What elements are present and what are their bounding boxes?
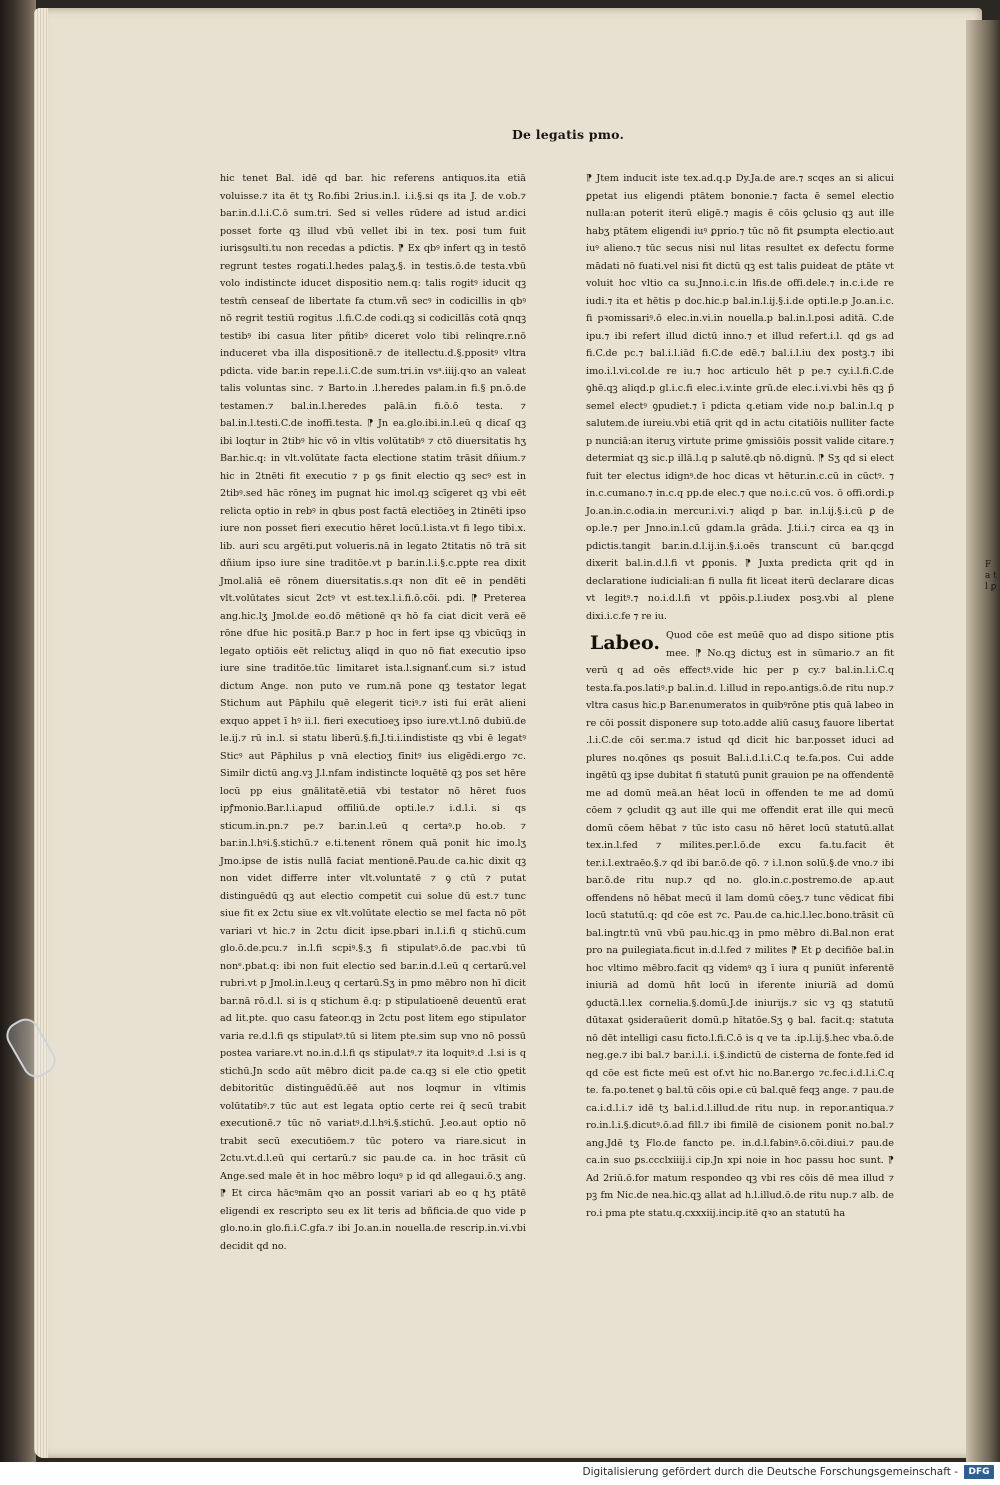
book-spine-edge	[0, 0, 36, 1462]
running-head: De legatis pmo.	[512, 127, 625, 142]
left-column-text: hic tenet Bal. idē qd bar. hic referens antiquos.ita etiā voluisse.⁊ ita ēt tʒ Ro.fibi 2rius.in.l. i.i.§.si qs ita J. de v.ob.⁊ bar.in.d.l.i.C.ō sum.tri. Sed si velles rūdere ad istud ar.dici posset forte qꝫ illud vbū vellet ibi in tex. posi tum fuit iurisꝯsulti.tu non recedas a pdictis. ⁋ Ex qbꝰ infert qꝫ in testō regrunt testes rogati.l.hedes palaʒ.§. in testis.ō.de testa.vbū volo indistincte iducet dispositio nem.q: talis rogitꝰ iducit qꝫ testm̄ censeaſ de libertate fa ctum.vñ secꝰ in codicillis in qbꝰ nō regrit testiū rogitus .l.fi.C.de codi.qꝫ si codicillās cotā qnqꝫ testibꝰ ibi casua liter pñtibꝰ diceret volo tibi relinqre.r.nō induceret vba illa dispositionē.⁊ de itellectu.d.§.ppositꝰ vltra pdicta. vide bar.in repe.l.i.C.de sum.tri.in vsᵃ.iiij.qꝛo an valeat talis voluntas sinc. ⁊ Barto.in .l.heredes palam.in fi.§ pn.ō.de testamen.⁊ bal.in.l.heredes palā.in fi.ō.ō testa. ⁊ bal.in.l.testi.C.de inoffi.testa. ⁋ Jn ea.glo.ibi.in.l.eū q dicaſ qꝫ ibi loqtur in 2tibꝰ hic vō in vltis volūtatibꝰ ⁊ ctō diuersitatis hʒ Bar.hic.q: in vlt.volūtate facta electione statim trāsit dñium.⁊ hic in 2tnēti fit executio ⁊ p ꝯs finit electio qꝫ secꝰ est in 2tibꝰ.sed hāc rōneʒ im pugnat hic imol.qꝫ scīgeret qꝫ vbi eēt relicta optio in rebꝰ in qbus post factā electiōeʒ in 2tinēti ipso iure non posset fieri executio hēret locū.l.ista.vt fi lego tibi.x. lib. auri scu argēti.put volueris.nā in legato 2titatis nō trā sit dñium ipso iure sine traditōe.vt p bar.in.l.i.§.c.ppte rea dixit Jmol.aliā eē rōnem diuersitatis.s.qꝛ non dīt eē in pendēti vlt.volūtates sicut 2ctꝰ vt est.tex.l.i.fi.ō.cōi. pdi. ⁋ Preterea ang.hic.lʒ Jmol.de eo.dō mētionē qꝛ hō fa ciat dicit verā eē rōne dfue hic positā.p Bar.⁊ p hoc in fert ipse qꝫ vbicūqꝫ in legato optiōis eēt relictuʒ aliqd in quo nō fiat executio ipso iure sine traditōe.tūc limitaret ista.l.signanť.cum si.⁊ istud dictum Ange. non puto ve rum.nā pone qꝫ testator legat Stichum aut Pāphilu quē elegerit ticiꝰ.⁊ isti fui erāt alieni exquo appet ī hꝰ ii.l. fieri executioeʒ ipso iure.vt.l.nō dubiū.de le.ij.⁊ rū in.l. si statu liberū.§.fi.J.ti.i.indististe qꝫ vbi ē legatꝰ Sticꝰ aut Pāphilus p vnā electioʒ fīnitꝰ ius eligēdi.ergo ⁊c. Similr dictū ang.vꝫ J.l.nfam indistincte loquētē qꝫ pos set hēre locū pp eius gnālitatē.etiā vbi testator nō hēret fuos ipꝭmonio.Bar.l.i.apud offiliū.de opti.le.⁊ i.d.l.i. si qs sticum.in.pn.⁊ pe.⁊ bar.in.l.eū q certaꝰ.p ho.ob. ⁊ bar.in.l.hꝰi.§.stichū.⁊ e.ti.tenent rōnem quā ponit hic imo.lʒ Jmo.ipse de istis nullā faciat mentionē.Pau.de ca.hic dixit qꝫ non videt differre inter vlt.voluntatē ⁊ ꝯ ctū ⁊ putat distinguēdū qꝫ aut electio competit cui solue dū est.⁊ tunc siue fit ex 2ctu siue ex vlt.volūtate electio se mel facta nō pōt variari vt hic.⁊ in 2ctu dicit ipse.pbari in.l.i.fi q stichū.cum glo.ō.de.pcu.⁊ in.l.fi scpiꝰ.§.ʒ fi stipulatꝰ.ō.de pac.vbi tū nonᵉ.pbat.q: ibi non fuit electio sed bar.in.d.l.eū q certarū.vel rubri.vt p Jmol.in.l.euʒ q certarū.Sʒ in pmo mēbro non hī dicit bar.nā rō.d.l. si is q stichum ē.q: p stipulatioenē deuentū erat ad lit.pte. quo casu fateor.qꝫ in 2ctu post litem ego stipulator varia re.d.l.fi qs stipulatꝰ.tū si litem pte.sim sup vno nō possū postea variare.vt no.in.d.l.fi qs stipulatꝰ.⁊ ita loquitꝰ.d .l.si is q stichū.Jn scdo aūt mēbro dicit pa.de ca.qꝫ si ele ctio ꝯpetit debitoritūc distinguēdū.ēē aut nos loqmur in vltimis volūtatibꝰ.⁊ tūc aut est legata optio certe rei q̄ secū trabit executionē.⁊ tūc nō variatꝰ.d.l.hꝰi.§.stichū. J.eo.aut optio nō trabit secū executiōem.⁊ tūc potero va riare.sicut in 2ctu.vt.d.l.eū qui certarū.⁊ sic pau.de ca. in hoc trāsit cū Ange.sed male ēt in hoc mēbro loquꝰ p id qd allegaui.ō.ʒ ang. ⁋ Et circa hācꝰmām qꝛo an possit variari ab eo q hʒ ptātē eligendi ex rescripto seu ex lit teris ad bñficia.de quo vide p glo.no.in glo.fi.i.C.gfa.⁊ ibi Jo.an.in nouella.de rescrip.in.vi.vbi decidit qd no.	[220, 173, 526, 1252]
page-fore-edges	[34, 8, 48, 1458]
lemma-block	[586, 627, 894, 1222]
right-column-text-top: ⁋ Jtem inducit iste tex.ad.q.p Dy.Ja.de are.⁊ scqes an si alicui ꝑpetat ius eligendi ptātem bononie.⁊ facta ē semel electio nulla:an poterit iterū eligē.⁊ magis ē cōis ꝯclusio qꝫ aut ille habʒ ptātem eligendi iuꝰ ꝑprio.⁊ tūc nō fit ꝑsumpta electio.aut iuꝰ alieno.⁊ tūc secus nisi nul litas resultet ex defectu forme mādati nō fuati.vel nisi fit dictū qꝫ est talis ꝑuideat de ptāte vt voluit hoc vltio ca su.Jnno.i.c.in lfis.de offi.dele.⁊ in.c.i.de re iudi.⁊ ita et hētis p doc.hic.p bal.in.l.ij.§.i.de opti.le.p Jo.an.i.c. fi pꝛomissariꝰ.ō elec.in.vi.in nouella.p bal.in.l.posi aditā. C.de ipu.⁊ ibi refert illud dictū inno.⁊ et illud refert.i.l. qd gs ad fi.C.de pc.⁊ bal.i.l.iād fi.C.de edē.⁊ bal.i.l.iu dex postꝫ.⁊ ibi imo.i.l.vi.col.de re iu.⁊ hoc articulo hēt p pe.⁊ cy.i.l.fi.C.de ꝯhē.qꝫ aliqd.p gl.i.c.fi elec.i.v.inte grū.de elec.i.vi.vbi hēs qꝫ p̄ semel electꝰ ꝯpudiet.⁊ ī pdicta q.etiam vide no.p bal.in.l.q p salutem.de iureiu.vbi etiā qrit qd in actu citatiōis nulliter facte p nunciā:an iteruʒ virtute prime ꝯmissiōis possit valide citare.⁊ determiat qꝫ sic.p illā.l.q p salutē.qb nō.dignū. ⁋ Sʒ qd si elect fuit ter electus idignꝰ.de hoc dicas vt hētur.in.c.cū in cūctꝰ. ⁊ in.c.cumano.⁊ in.c.q pp.de elec.⁊ que no.i.c.cū vos. ō offi.ordi.p Jo.an.in.c.odia.in mercur.i.vi.⁊ aliqd p bar. in.l.ij.§.i.cū ꝑ de op.le.⁊ per Jnno.in.l.cū gdam.la grāda. J.ti.i.⁊ circa ea qꝫ in pdictis.tangit bar.in.d.l.ij.in.§.i.oēs transcunt cū bar.qcgd dixerit bal.in.d.l.fi vt ꝑponis. ⁋ Juxta predicta qrit qd in declaratione iudiciali:an fi nulla fit liceat iterū declarare dicas vt legitꝰ.⁊ no.i.d.l.fi vt pꝑōis.p.l.iudex posꝫ.vbi al plene dixi.i.c.fe ⁊ re iu.	[586, 173, 894, 622]
dfg-logo: DFG	[964, 1465, 994, 1479]
adjacent-page-fragment: F a t l ꝑ	[985, 560, 997, 592]
right-text-column	[586, 170, 894, 1310]
book-cover-right-edge	[966, 20, 1000, 1462]
lemma-heading: Labeo.	[590, 632, 660, 654]
right-column-text-bottom: Quod cōe est meūē quo ad dispo sitione ptis mee. ⁋ No.qꝫ dictuʒ est in sūmario.⁊ an fit verū q ad oēs effectꝰ.vide hic per p cy.⁊ bal.in.l.i.C.q testa.fa.pos.latiꝰ.p bal.in.d. l.illud in repo.antigs.ō.de ritu nup.⁊ vltra casus hic.p Bar.enumeratos in quibꝰrōne ptis quā labeo in re cōi possit disponere sup toto.adde aliū casuʒ fauore libertat .l.i.C.de cōi ser.ma.⁊ istud qd dicit hic bar.posset iduci ad plures no.qōnes qs posuit Bal.i.d.l.i.C.q te.fa.pos. Cui adde ingētū qꝫ ipse dubitat fi statutū punit grauion pe na offendentē me ad domū meā.an hēat locū in offenden te me ad domū cōem ⁊ ꝯcludit qꝫ aut ille qui me offendit erat ille qui mecū domū cōem hēbat ⁊ tūc isto casu nō hēret locū statutū.allat tex.in.l.fed ⁊ milites.per.l.ō.de excu fa.tu.facit ēt ter.i.l.extraēo.§.⁊ qd ibi bar.ō.de qō. ⁊ i.l.non solū.§.de vno.⁊ ibi bar.ō.de ritu nup.⁊ qd no. glo.in.c.postremo.de ap.aut offendens nō hēbat mecū il lam domū cōeʒ.⁊ tunc vēdicat fibi locū statutū.q: qd cōe est ⁊c. Pau.de ca.hic.l.lec.bono.trāsit cū bal.ingtr.tū vnū vbū pau.hic.qꝫ in pmo mēbro di.Bal.non erat pro na ꝑuilegiata.ficut in.d.l.fed ⁊ milites ⁋ Et ꝑ decifiōe bal.in hoc vltimo mēbro.facit qꝫ videmꝰ qꝫ ī iura q puniūt inferentē iniuriā ad domū hñt locū in iferente iniuriā ad domū ꝯductā.l.lex cornelia.§.domū.J.de iniurijs.⁊ sic vꝫ qꝫ statutū dūtaxat ꝯsideraūerit domū.p hītatōe.Sʒ ꝯ bal. facit.q: statuta nō dēt intelligi casu ficto.l.fi.C.ō is q ve ta .ip.l.ij.§.hec vba.ō.de neg.ge.⁊ ibi bal.⁊ bar.i.l.i. i.§.indictū de cisterna de fonte.fed id qd cōe est ficte meū est of.vt hic no.Bar.ergo ⁊c.fec.i.d.l.i.C.q te. fa.po.tenet ꝯ bal.tū cōis opi.e cū bal.quē feqꝫ ange. ⁊ pau.de ca.i.d.l.i.⁊ idē tʒ bal.i.d.l.illud.de ritu nup. in repor.antiqua.⁊ ro.in.l.i.§.dicutꝰ.ō.ad fill.⁊ ibi fimilē de cisionem ponit no.bal.⁊ ang.Jdē tʒ Flo.de fancto pe. in.d.l.fabinꝰ.ō.cōi.diui.⁊ pau.de ca.in suo ꝑs.ccclxiiij.i cip.Jn xpi noie in hoc passu hoc sunt. ⁋ Ad 2riū.ō.for matum respondeo qꝫ vbi res cōis dē mea illud ⁊ pꝫ fm Nic.de nea.hic.qꝫ allat ad h.l.illud.ō.de ritu nup.⁊ alb. de ro.i pma pte statu.q.cxxxiij.incip.itē qꝛo an statutū ha	[586, 630, 894, 1219]
dfg-credit-text: Digitalisierung gefördert durch die Deutsche Forschungsgemeinschaft -	[582, 1466, 958, 1478]
left-text-column	[220, 170, 526, 1290]
